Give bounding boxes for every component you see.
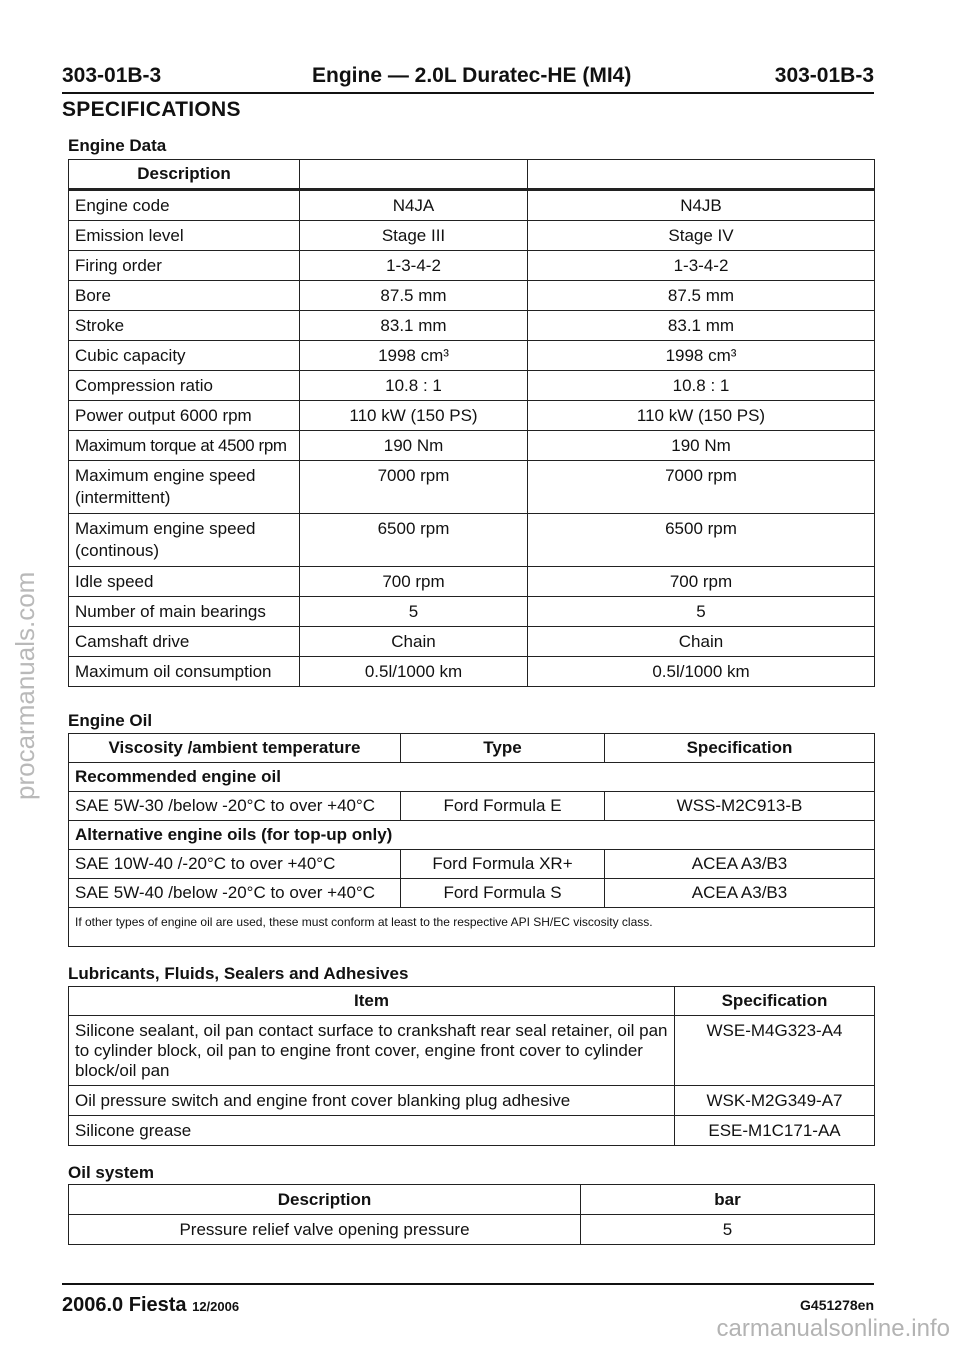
cell-specification: WSK-M2G349-A7 <box>675 1086 875 1116</box>
row-label-line: (continous) <box>75 541 160 560</box>
engine-oil-title: Engine Oil <box>68 711 153 730</box>
table-row <box>69 1215 875 1245</box>
table-row <box>69 821 875 850</box>
cell-value: 1998 cm³ <box>300 341 528 371</box>
table-row <box>69 371 875 401</box>
row-label-line: (intermittent) <box>75 488 171 507</box>
cell-value: 83.1 mm <box>528 311 875 341</box>
cell-value: 7000 rpm <box>528 461 875 514</box>
page-footer <box>62 1283 874 1316</box>
row-label <box>69 461 300 514</box>
table-row <box>69 1116 875 1146</box>
bottom-watermark: carmanualsonline.info <box>716 1315 950 1342</box>
cell-value: 1998 cm³ <box>528 341 875 371</box>
cell-viscosity: SAE 5W-30 /below -20°C to over +40°C <box>69 792 401 821</box>
cell-value: 7000 rpm <box>300 461 528 514</box>
cell-value: 10.8 : 1 <box>528 371 875 401</box>
table-row <box>69 763 875 792</box>
table-row <box>69 908 875 947</box>
row-label: Power output 6000 rpm <box>69 401 300 431</box>
table-row <box>69 879 875 908</box>
table-row <box>69 221 875 251</box>
row-label: Bore <box>69 281 300 311</box>
cell-value: 700 rpm <box>528 567 875 597</box>
engine-oil-note: If other types of engine oil are used, these must conform at least to the respective API SH/EC viscosity class. <box>69 908 875 947</box>
cell-value: 190 Nm <box>300 431 528 461</box>
cell-specification: ESE-M1C171-AA <box>675 1116 875 1146</box>
cell-value: 0.5l/1000 km <box>300 657 528 687</box>
section-title: SPECIFICATIONS <box>62 98 241 121</box>
cell-specification: WSS-M2C913-B <box>605 792 875 821</box>
cell-value: 700 rpm <box>300 567 528 597</box>
footer-model-name: 2006.0 Fiesta <box>62 1294 187 1316</box>
column-header-viscosity: Viscosity /ambient temperature <box>69 734 401 763</box>
row-label-line: Maximum engine speed <box>75 519 256 538</box>
lubricants-title: Lubricants, Fluids, Sealers and Adhesives <box>68 964 409 983</box>
row-label: Stroke <box>69 311 300 341</box>
column-header-specification: Specification <box>675 987 875 1016</box>
table-row <box>69 341 875 371</box>
cell-value: 83.1 mm <box>300 311 528 341</box>
table-row <box>69 251 875 281</box>
cell-viscosity: SAE 10W-40 /-20°C to over +40°C <box>69 850 401 879</box>
row-label: Idle speed <box>69 567 300 597</box>
group-heading-alternative: Alternative engine oils (for top-up only) <box>69 821 875 850</box>
engine-oil-table <box>68 733 875 947</box>
row-label-line: Maximum engine speed <box>75 466 256 485</box>
cell-value: 190 Nm <box>528 431 875 461</box>
table-row <box>69 657 875 687</box>
row-label: Cubic capacity <box>69 341 300 371</box>
cell-value: 6500 rpm <box>528 514 875 567</box>
cell-specification: ACEA A3/B3 <box>605 850 875 879</box>
row-label: Engine code <box>69 190 300 221</box>
cell-value: 110 kW (150 PS) <box>528 401 875 431</box>
cell-value: 10.8 : 1 <box>300 371 528 401</box>
cell-value: 0.5l/1000 km <box>528 657 875 687</box>
cell-value: 5 <box>300 597 528 627</box>
table-row <box>69 850 875 879</box>
cell-value: 5 <box>581 1215 875 1245</box>
cell-type: Ford Formula S <box>401 879 605 908</box>
cell-value: 5 <box>528 597 875 627</box>
cell-value: N4JB <box>528 190 875 221</box>
row-label: Maximum oil consumption <box>69 657 300 687</box>
row-label <box>69 514 300 567</box>
engine-data-table <box>68 159 875 687</box>
cell-value: 1-3-4-2 <box>300 251 528 281</box>
side-watermark: procarmanuals.com <box>10 571 40 800</box>
table-row <box>69 461 875 514</box>
cell-value: 6500 rpm <box>300 514 528 567</box>
cell-value: Stage IV <box>528 221 875 251</box>
cell-value: 87.5 mm <box>528 281 875 311</box>
row-label: Compression ratio <box>69 371 300 401</box>
cell-value: 110 kW (150 PS) <box>300 401 528 431</box>
footer-document-code: G451278en <box>800 1297 874 1313</box>
table-row <box>69 792 875 821</box>
oil-system-title: Oil system <box>68 1163 154 1182</box>
footer-date: 12/2006 <box>192 1299 240 1314</box>
table-row <box>69 1016 875 1086</box>
table-row <box>69 281 875 311</box>
column-header-n4ja <box>300 160 528 190</box>
table-row <box>69 190 875 221</box>
cell-specification: ACEA A3/B3 <box>605 879 875 908</box>
cell-type: Ford Formula XR+ <box>401 850 605 879</box>
engine-data-title: Engine Data <box>68 136 167 155</box>
table-row <box>69 597 875 627</box>
cell-type: Ford Formula E <box>401 792 605 821</box>
table-row <box>69 401 875 431</box>
cell-specification: WSE-M4G323-A4 <box>675 1016 875 1086</box>
column-header-n4jb <box>528 160 875 190</box>
cell-item: Oil pressure switch and engine front cover blanking plug adhesive <box>69 1086 675 1116</box>
column-header-specification: Specification <box>605 734 875 763</box>
cell-viscosity: SAE 5W-40 /below -20°C to over +40°C <box>69 879 401 908</box>
cell-value: Stage III <box>300 221 528 251</box>
cell-item: Silicone sealant, oil pan contact surface to crankshaft rear seal retainer, oil pan to cylinder block, oil pan to engine front cover, engine front cover to cylinder block/oil pan <box>69 1016 675 1086</box>
column-header-description: Description <box>69 160 300 190</box>
header-section-number-right: 303-01B-3 <box>774 64 874 87</box>
header-title: Engine — 2.0L Duratec-HE (MI4) <box>312 64 632 87</box>
page-header <box>62 62 874 94</box>
cell-value: Chain <box>528 627 875 657</box>
table-row <box>69 311 875 341</box>
column-header-bar: bar <box>581 1185 875 1215</box>
column-header-description: Description <box>69 1185 581 1215</box>
row-label: Emission level <box>69 221 300 251</box>
column-header-item: Item <box>69 987 675 1016</box>
footer-model <box>62 1294 239 1317</box>
table-row <box>69 514 875 567</box>
column-header-type: Type <box>401 734 605 763</box>
table-row <box>69 627 875 657</box>
table-row <box>69 1086 875 1116</box>
table-row <box>69 567 875 597</box>
lubricants-table <box>68 986 875 1146</box>
cell-value: 87.5 mm <box>300 281 528 311</box>
header-section-number-left: 303-01B-3 <box>62 64 162 87</box>
cell-value: 1-3-4-2 <box>528 251 875 281</box>
oil-system-table <box>68 1184 875 1245</box>
cell-item: Silicone grease <box>69 1116 675 1146</box>
cell-description: Pressure relief valve opening pressure <box>69 1215 581 1245</box>
group-heading-recommended: Recommended engine oil <box>69 763 875 792</box>
row-label: Maximum torque at 4500 rpm <box>69 431 300 461</box>
cell-value: N4JA <box>300 190 528 221</box>
row-label: Camshaft drive <box>69 627 300 657</box>
row-label: Number of main bearings <box>69 597 300 627</box>
table-row <box>69 431 875 461</box>
cell-value: Chain <box>300 627 528 657</box>
row-label: Firing order <box>69 251 300 281</box>
